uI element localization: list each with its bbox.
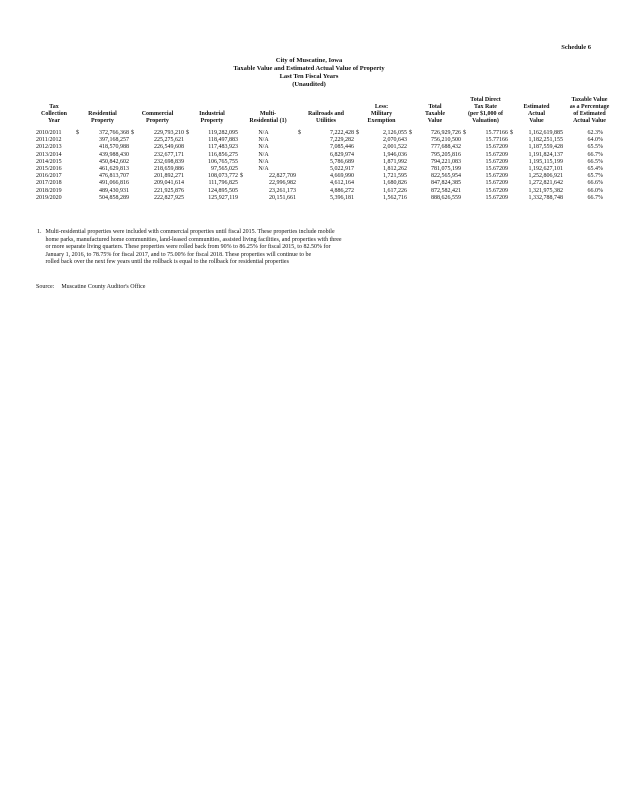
column-header-residential: Residential Property	[88, 111, 117, 124]
table-cell: 450,842,602	[99, 158, 129, 165]
table-cell: 106,765,755	[208, 158, 238, 165]
table-cell: 489,430,931	[99, 187, 129, 194]
table-cell: 7,229,282	[330, 137, 354, 144]
table-cell: 15.67209	[485, 166, 508, 173]
table-cell: 1,617,226	[383, 187, 407, 194]
table-cell: $ 15.77166	[463, 130, 508, 136]
table-cell: 2015/2016	[36, 166, 62, 173]
table-cell: 1,332,788,748	[528, 194, 563, 201]
table-row	[33, 188, 616, 195]
table-cell: 65.7%	[587, 173, 603, 180]
table-cell: 218,659,886	[154, 166, 184, 173]
table-cell: 781,075,199	[431, 166, 461, 173]
table-cell: 2019/2020	[36, 194, 62, 201]
table-cell: 1,562,716	[383, 194, 407, 201]
table-row	[33, 166, 616, 173]
table-cell: 461,629,813	[99, 166, 129, 173]
table-cell: 225,275,621	[154, 137, 184, 144]
title-city: City of Muscatine, Iowa	[275, 57, 343, 64]
table-cell: 1,191,824,137	[528, 151, 563, 158]
footnote-number: 1.	[37, 229, 42, 235]
schedule-label: Schedule 6	[561, 44, 591, 51]
table-cell: 125,927,119	[208, 194, 238, 201]
table-cell: 111,796,825	[208, 180, 238, 187]
table-cell: 418,570,988	[99, 144, 129, 151]
table-cell: N/A	[258, 151, 269, 158]
table-cell: 118,497,883	[208, 137, 238, 144]
table-cell: 756,210,500	[431, 137, 461, 144]
table-cell: 222,827,925	[154, 194, 184, 201]
table-cell: 1,321,975,382	[528, 187, 563, 194]
table-cell: 5,022,917	[330, 166, 354, 173]
page-title: Taxable Value and Estimated Actual Value of Property	[233, 65, 385, 72]
column-header-industrial: Industrial Property	[199, 111, 225, 124]
table-cell: 504,858,289	[99, 194, 129, 201]
table-cell: 476,813,707	[99, 173, 129, 180]
table-cell: 4,669,990	[330, 173, 354, 180]
table-cell: 117,483,923	[208, 144, 238, 151]
table-cell: 15.67209	[485, 187, 508, 194]
table-cell: 108,073,772	[208, 173, 238, 180]
valuation-table	[33, 97, 616, 202]
table-row	[33, 130, 616, 137]
table-cell: 1,192,627,101	[528, 166, 563, 173]
table-header-row	[33, 97, 616, 130]
table-cell: 2013/2014	[36, 151, 62, 158]
table-cell: 2,070,643	[383, 137, 407, 144]
table-cell: 2018/2019	[36, 187, 62, 194]
table-cell: 6,829,974	[330, 151, 354, 158]
table-cell: 1,812,262	[383, 166, 407, 173]
column-header-total-direct-tax-rate: Total Direct Tax Rate (per $1,000 of Valuation)	[467, 97, 504, 124]
table-cell: 201,892,271	[154, 173, 184, 180]
table-cell: 2017/2018	[36, 180, 62, 187]
table-cell: 5,786,689	[330, 158, 354, 165]
table-cell: 2012/2013	[36, 144, 62, 151]
table-cell: 847,824,385	[431, 180, 461, 187]
table-cell: $ 2,126,055	[356, 130, 407, 136]
table-cell: 4,612,164	[330, 180, 354, 187]
table-cell: 15.67209	[485, 194, 508, 201]
table-cell: 794,221,083	[431, 158, 461, 165]
table-cell: 872,582,421	[431, 187, 461, 194]
table-row	[33, 152, 616, 159]
table-row	[33, 159, 616, 166]
column-header-multi-residential: Multi- Residential (1)	[249, 111, 287, 124]
table-cell: 64.0%	[587, 137, 603, 144]
table-cell: $ 1,162,619,885	[510, 130, 563, 136]
column-header-year: Tax Collection Year	[41, 104, 67, 124]
table-cell: 66.7%	[587, 194, 603, 201]
table-cell: $ 7,222,428	[298, 130, 354, 136]
column-header-railroads-utilities: Railroads and Utilities	[307, 111, 345, 124]
table-cell: 1,680,826	[383, 180, 407, 187]
table-cell: 2010/2011	[36, 130, 62, 136]
table-cell: 1,721,595	[383, 173, 407, 180]
table-cell: 209,041,614	[154, 180, 184, 187]
table-cell: 15.77166	[485, 137, 508, 144]
table-cell: 795,205,816	[431, 151, 461, 158]
table-cell: 221,925,876	[154, 187, 184, 194]
column-header-commercial: Commercial Property	[141, 111, 174, 124]
table-cell: 15.67209	[485, 180, 508, 187]
table-cell: 888,626,559	[431, 194, 461, 201]
table-cell: 66.5%	[587, 158, 603, 165]
table-cell: 1,272,821,642	[528, 180, 563, 187]
table-cell: 23,261,173	[269, 187, 296, 194]
table-cell: 1,182,251,155	[528, 137, 563, 144]
column-header-taxable-value-percentage: Taxable Value as a Percentage of Estimated Actual Value	[569, 97, 610, 124]
title-unaudited: (Unaudited)	[292, 81, 326, 88]
table-cell: 2016/2017	[36, 173, 62, 180]
table-cell: 66.7%	[587, 151, 603, 158]
table-cell: 124,895,505	[208, 187, 238, 194]
table-cell: $ 726,929,726	[409, 130, 461, 136]
title-subtitle: Last Ten Fiscal Years	[279, 73, 339, 80]
table-cell: 15.67209	[485, 144, 508, 151]
table-cell: N/A	[258, 137, 269, 144]
table-cell: 1,871,992	[383, 158, 407, 165]
table-cell: 1,195,115,199	[528, 158, 563, 165]
table-cell: 15.67209	[485, 151, 508, 158]
table-cell: 5,396,181	[330, 194, 354, 201]
column-header-military-exemption: Less: Military Exemption	[367, 104, 396, 124]
table-cell: 65.5%	[587, 144, 603, 151]
table-cell: $ 22,827,709	[240, 173, 296, 180]
table-cell: 439,988,430	[99, 151, 129, 158]
table-cell: 2,001,522	[383, 144, 407, 151]
table-row	[33, 180, 616, 187]
table-cell: 232,698,839	[154, 158, 184, 165]
table-body	[33, 130, 616, 202]
table-cell: 491,066,816	[99, 180, 129, 187]
valuation-table-wrap	[33, 97, 616, 202]
table-row	[33, 137, 616, 144]
table-cell: N/A	[258, 158, 269, 165]
table-cell: 15.67209	[485, 158, 508, 165]
table-cell: 1,252,806,921	[528, 173, 563, 180]
table-cell: N/A	[258, 130, 269, 136]
table-cell: $ 229,793,210	[131, 130, 184, 136]
table-cell: N/A	[258, 166, 269, 173]
table-cell: 22,996,982	[269, 180, 296, 187]
footnote-text: Multi-residential properties were included with commercial properties until fiscal 2015. These properties include mobile home parks, manufactured home communities, land-leased communities, assisted living facilities, and properties with three or more separate living quarters. These properties were rolled back from 90% to 86.25% for fiscal 2015, to 82.50% for January 1, 2016, to 78.75% for fiscal 2017, and to 75.00% for fiscal 2018. These properties will continue to be rolled back over the next few years until the rollback is equal to the rollback for residential properties	[45, 229, 342, 266]
table-cell: 62.3%	[587, 130, 603, 136]
table-cell: 1,946,036	[383, 151, 407, 158]
table-cell: 66.6%	[587, 180, 603, 187]
table-cell: N/A	[258, 144, 269, 151]
table-cell: $ 372,766,368	[76, 130, 129, 136]
table-cell: 2011/2012	[36, 137, 62, 144]
footnote	[37, 229, 597, 267]
table-cell: 7,085,446	[330, 144, 354, 151]
table-row	[33, 144, 616, 151]
table-cell: 116,856,275	[208, 151, 238, 158]
column-header-estimated-actual-value: Estimated Actual Value	[523, 104, 550, 124]
column-header-total-taxable-value: Total Taxable Value	[424, 104, 446, 124]
table-cell: 226,549,608	[154, 144, 184, 151]
source-line	[36, 284, 145, 290]
title-block	[0, 57, 618, 89]
table-cell: 20,151,661	[269, 194, 296, 201]
table-cell: 65.4%	[587, 166, 603, 173]
table-cell: 66.0%	[587, 187, 603, 194]
table-cell: 97,565,025	[211, 166, 238, 173]
table-cell: 777,688,432	[431, 144, 461, 151]
table-cell: 232,677,171	[154, 151, 184, 158]
table-cell: 2014/2015	[36, 158, 62, 165]
source-text: Muscatine County Auditor's Office	[61, 284, 146, 290]
table-cell: 1,187,559,428	[528, 144, 563, 151]
table-cell: 397,168,257	[99, 137, 129, 144]
table-cell: $ 119,282,095	[186, 130, 238, 136]
table-cell: 15.67209	[485, 173, 508, 180]
table-cell: 822,565,954	[431, 173, 461, 180]
table-cell: 4,886,272	[330, 187, 354, 194]
table-row	[33, 195, 616, 202]
source-label: Source:	[36, 284, 55, 290]
table-row	[33, 173, 616, 180]
